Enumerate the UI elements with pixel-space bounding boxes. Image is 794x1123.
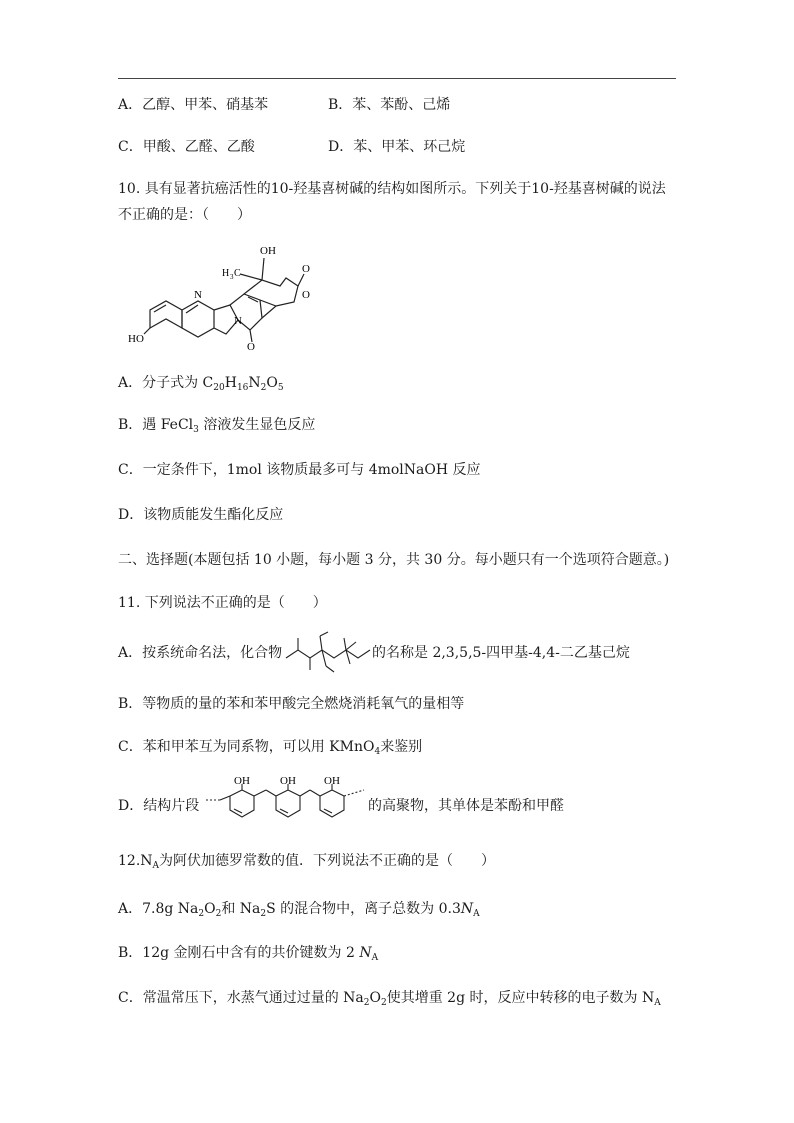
q9-option-a: A．乙醇、甲苯、硝基苯	[118, 97, 269, 113]
q11-option-a-post: 的名称是 2,3,5,5-四甲基-4,4-二乙基己烷	[372, 645, 630, 661]
q12-option-b: B．12g 金刚石中含有的共价键数为 2 $N_A$	[118, 945, 379, 963]
label-ho: HO	[128, 333, 144, 345]
label-ethyl-c: C	[234, 268, 241, 279]
q11-stem: 11. 下列说法不正确的是（ ）	[118, 595, 327, 611]
q11-option-d-post: 的高聚物，其单体是苯酚和甲醛	[368, 798, 564, 814]
label-oh-2: OH	[280, 776, 296, 787]
label-o-carbonyl-top: O	[302, 263, 310, 275]
q10-option-d: D．该物质能发生酯化反应	[118, 507, 284, 523]
q10-option-a: A．分子式为 $C_{20}H_{16}N_2O_5$	[118, 375, 284, 393]
label-oh-top: OH	[260, 245, 276, 257]
q11-option-c: C．苯和甲苯互为同系物，可以用 KMnO$_4$来鉴别	[118, 739, 423, 757]
label-n-amide: N	[234, 315, 242, 327]
label-oh-1: OH	[234, 776, 250, 787]
q9-option-d: D．苯、甲苯、环己烷	[328, 139, 466, 155]
q12-option-c: C．常温常压下，水蒸气通过过量的 $Na_2O_2$使其增重 2g 时，反应中转移的电子数为 $N_A$	[118, 990, 661, 1008]
label-ethyl-sub: 3	[230, 273, 234, 281]
q12-option-a: A．7.8g $Na_2O_2$和 $Na_2S$ 的混合物中，离子总数为 $0.3N_A$	[118, 901, 480, 919]
q12-stem: $12.N_A$为阿伏加德罗常数的值．下列说法不正确的是（ ）	[118, 853, 496, 871]
q10-stem-line1: 10. 具有显著抗癌活性的10-羟基喜树碱的结构如图所示。下列关于10-羟基喜树碱的说法	[118, 181, 666, 197]
q11-option-d-pre: D．结构片段	[118, 798, 200, 814]
section-2-heading: 二、选择题(本题包括 10 小题，每小题 3 分，共 30 分。每小题只有一个选项符合题意。)	[118, 552, 670, 568]
label-n-pyridine: N	[194, 289, 202, 301]
q10-option-b: B．遇 FeCl$_3$ 溶液发生显色反应	[118, 417, 316, 435]
q10-option-c: C．一定条件下，1mol 该物质最多可与 4molNaOH 反应	[118, 462, 481, 478]
label-o-ring: O	[302, 289, 310, 301]
header-rule	[118, 78, 676, 79]
q9-option-b: B．苯、苯酚、己烯	[328, 97, 451, 113]
q11-option-a-pre: A．按系统命名法，化合物	[118, 645, 283, 661]
label-ethyl-h: H	[222, 268, 230, 279]
q10-stem-line2: 不正确的是：（ ）	[118, 207, 251, 223]
q11-option-b: B．等物质的量的苯和苯甲酸完全燃烧消耗氧气的量相等	[118, 696, 465, 712]
label-o-carbonyl-bottom: O	[247, 341, 255, 350]
q9-option-c: C．甲酸、乙醛、乙酸	[118, 139, 255, 155]
phenol-formaldehyde-fragment	[204, 776, 368, 832]
camptothecin-structure	[126, 238, 326, 350]
skeletal-alkane-structure	[284, 630, 372, 674]
label-oh-3: OH	[324, 776, 340, 787]
